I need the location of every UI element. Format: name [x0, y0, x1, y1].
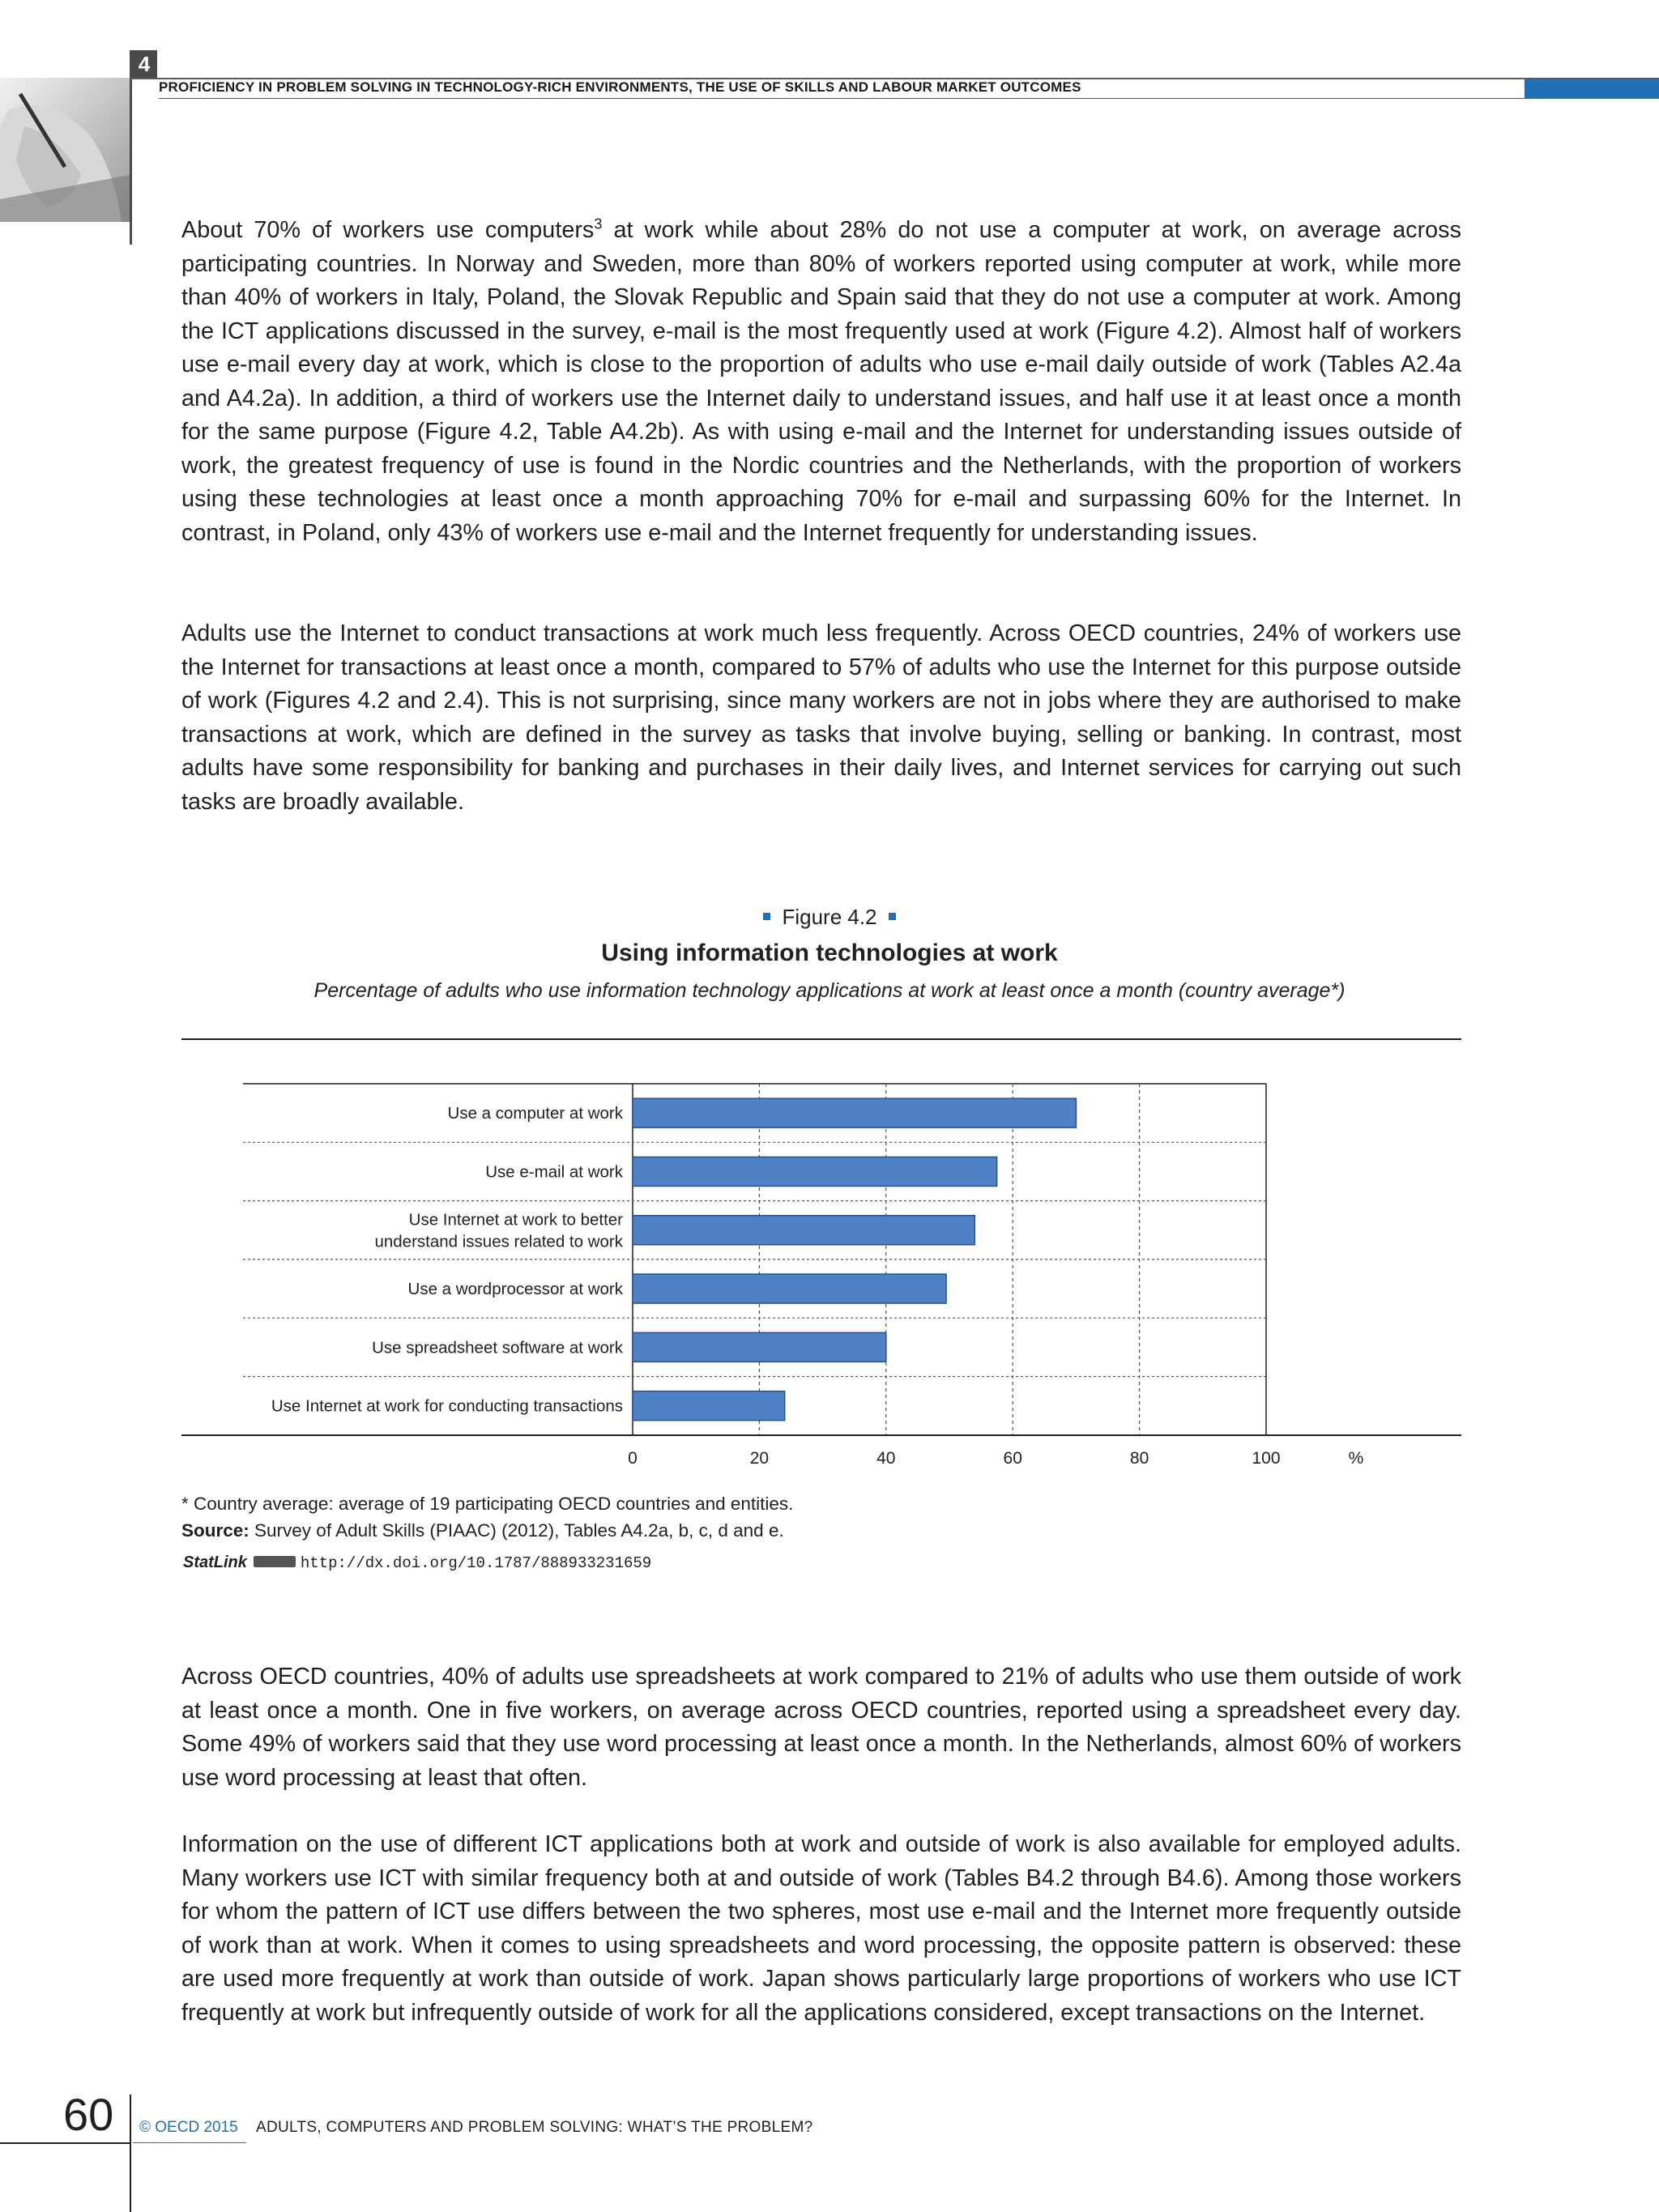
x-tick-label: 0 [628, 1449, 638, 1468]
bar-label: Use a computer at work [447, 1104, 623, 1123]
x-tick-label: 40 [876, 1449, 896, 1468]
x-unit-label: % [1348, 1449, 1364, 1468]
bar-3 [633, 1216, 975, 1245]
bar-label: Use Internet at work for conducting transactions [271, 1396, 623, 1416]
bar-label: Use spreadsheet software at work [372, 1338, 623, 1357]
figure-title: Using information technologies at work [601, 940, 1058, 966]
bar-5 [633, 1332, 886, 1362]
bar-label: Use Internet at work to better [408, 1210, 623, 1230]
chapter-number-badge: 4 [131, 50, 157, 78]
figure-number: Figure 4.2 [782, 905, 877, 929]
bar-4 [633, 1274, 946, 1303]
body-paragraph-2: Adults use the Internet to conduct transactions at work much less frequently. Across OECD countries, 24% of workers use the Internet for transactions at least once a month, compared to 57% of adults who use the Internet for this purpose outside of work (Figures 4.2 and 2.4). This is not surprising, since many workers are not in jobs where they are authorised to make transactions at work, which are defined in the survey as tasks that involve buying, selling or banking. In contrast, most adults have some responsibility for banking and purchases in their daily lives, and Internet services for carrying out such tasks are broadly available. [181, 620, 1461, 815]
figure-source [181, 1520, 784, 1541]
footer-copyright: © OECD 2015 [139, 2119, 238, 2136]
bar-2 [633, 1157, 997, 1186]
footer-book-title: ADULTS, COMPUTERS AND PROBLEM SOLVING: WHAT’S THE PROBLEM? [256, 2119, 813, 2136]
footer-rule [0, 2142, 131, 2144]
x-tick-label: 80 [1129, 1449, 1149, 1468]
bar-1 [633, 1098, 1076, 1127]
page-number: 60 [63, 2089, 114, 2140]
paragraph-1-text-a: About 70% of workers use computers [181, 217, 595, 243]
running-header-title: PROFICIENCY IN PROBLEM SOLVING IN TECHNOLOGY-RICH ENVIRONMENTS, THE USE OF SKILLS AND LABOUR MARKET OUTCOMES [159, 79, 1081, 95]
figure-note: * Country average: average of 19 participating OECD countries and entities. [181, 1494, 794, 1514]
body-paragraph-3: Across OECD countries, 40% of adults use spreadsheets at work compared to 21% of adults who use them outside of work at least once a month. One in five workers, on average across OECD countries, reported using a spreadsheet every day. Some 49% of workers said that they use word processing at least once a month. In the Netherlands, almost 60% of workers use word processing at least that often. [181, 1664, 1461, 1791]
statlink-label: StatLink [183, 1554, 247, 1571]
x-tick-label: 100 [1252, 1449, 1281, 1468]
figure-subtitle: Percentage of adults who use information technology applications at work at least once a month (country average*) [313, 979, 1346, 1002]
statlink[interactable] [183, 1554, 651, 1572]
bar-label: understand issues related to work [374, 1232, 623, 1251]
source-text: Survey of Adult Skills (PIAAC) (2012), Tables A4.2a, b, c, d and e. [249, 1520, 784, 1541]
paragraph-1-text-b: at work while about 28% do not use a computer at work, on average across participating countries. In Norway and Sweden, more than 80% of workers reported using computer at work, while more than 40% of workers in Italy, Poland, the Slovak Republic and Spain said that they do not use a computer at work. Among the ICT applications discussed in the survey, e-mail is the most frequently used at work (Figure 4.2). Almost half of workers use e-mail every day at work, which is close to the proportion of adults who use e-mail daily outside of work (Tables A2.4a and A4.2a). In addition, a third of workers use the Internet daily to understand issues, and half use it at least once a month for the same purpose (Figure 4.2, Table A4.2b). As with using e-mail and the Internet for understanding issues outside of work, the greatest frequency of use is found in the Nordic countries and the Netherlands, with the proportion of workers using these technologies at least once a month approaching 70% for e-mail and surpassing 60% for the Internet. In contrast, in Poland, only 43% of workers use e-mail and the Internet frequently for understanding issues. [181, 217, 1461, 546]
bar-label: Use a wordprocessor at work [407, 1280, 623, 1299]
footer-vertical-rule [130, 2095, 131, 2212]
bar-label: Use e-mail at work [485, 1162, 623, 1182]
statlink-url[interactable]: http://dx.doi.org/10.1787/888933231659 [300, 1554, 652, 1572]
x-tick-label: 60 [1003, 1449, 1022, 1468]
source-label: Source: [181, 1520, 249, 1541]
x-tick-label: 20 [749, 1449, 770, 1468]
footnote-ref-3: 3 [594, 215, 603, 232]
footer-copyright-underline [133, 2142, 246, 2143]
bar-6 [633, 1392, 785, 1421]
statlink-icon [254, 1556, 296, 1567]
body-paragraph-4: Information on the use of different ICT applications both at work and outside of work is also available for employed adults. Many workers use ICT with similar frequency both at and outside of work (Tables B4.2 through B4.6). Among those workers for whom the pattern of ICT use differs between the two spheres, most use e-mail and the Internet more frequently outside of work than at work. When it comes to using spreadsheets and word processing, the opposite pattern is observed: these are used more frequently at work than outside of work. Japan shows particularly large proportions of workers who use ICT frequently at work but infrequently outside of work for all the applications considered, except transactions on the Internet. [181, 1831, 1461, 2026]
